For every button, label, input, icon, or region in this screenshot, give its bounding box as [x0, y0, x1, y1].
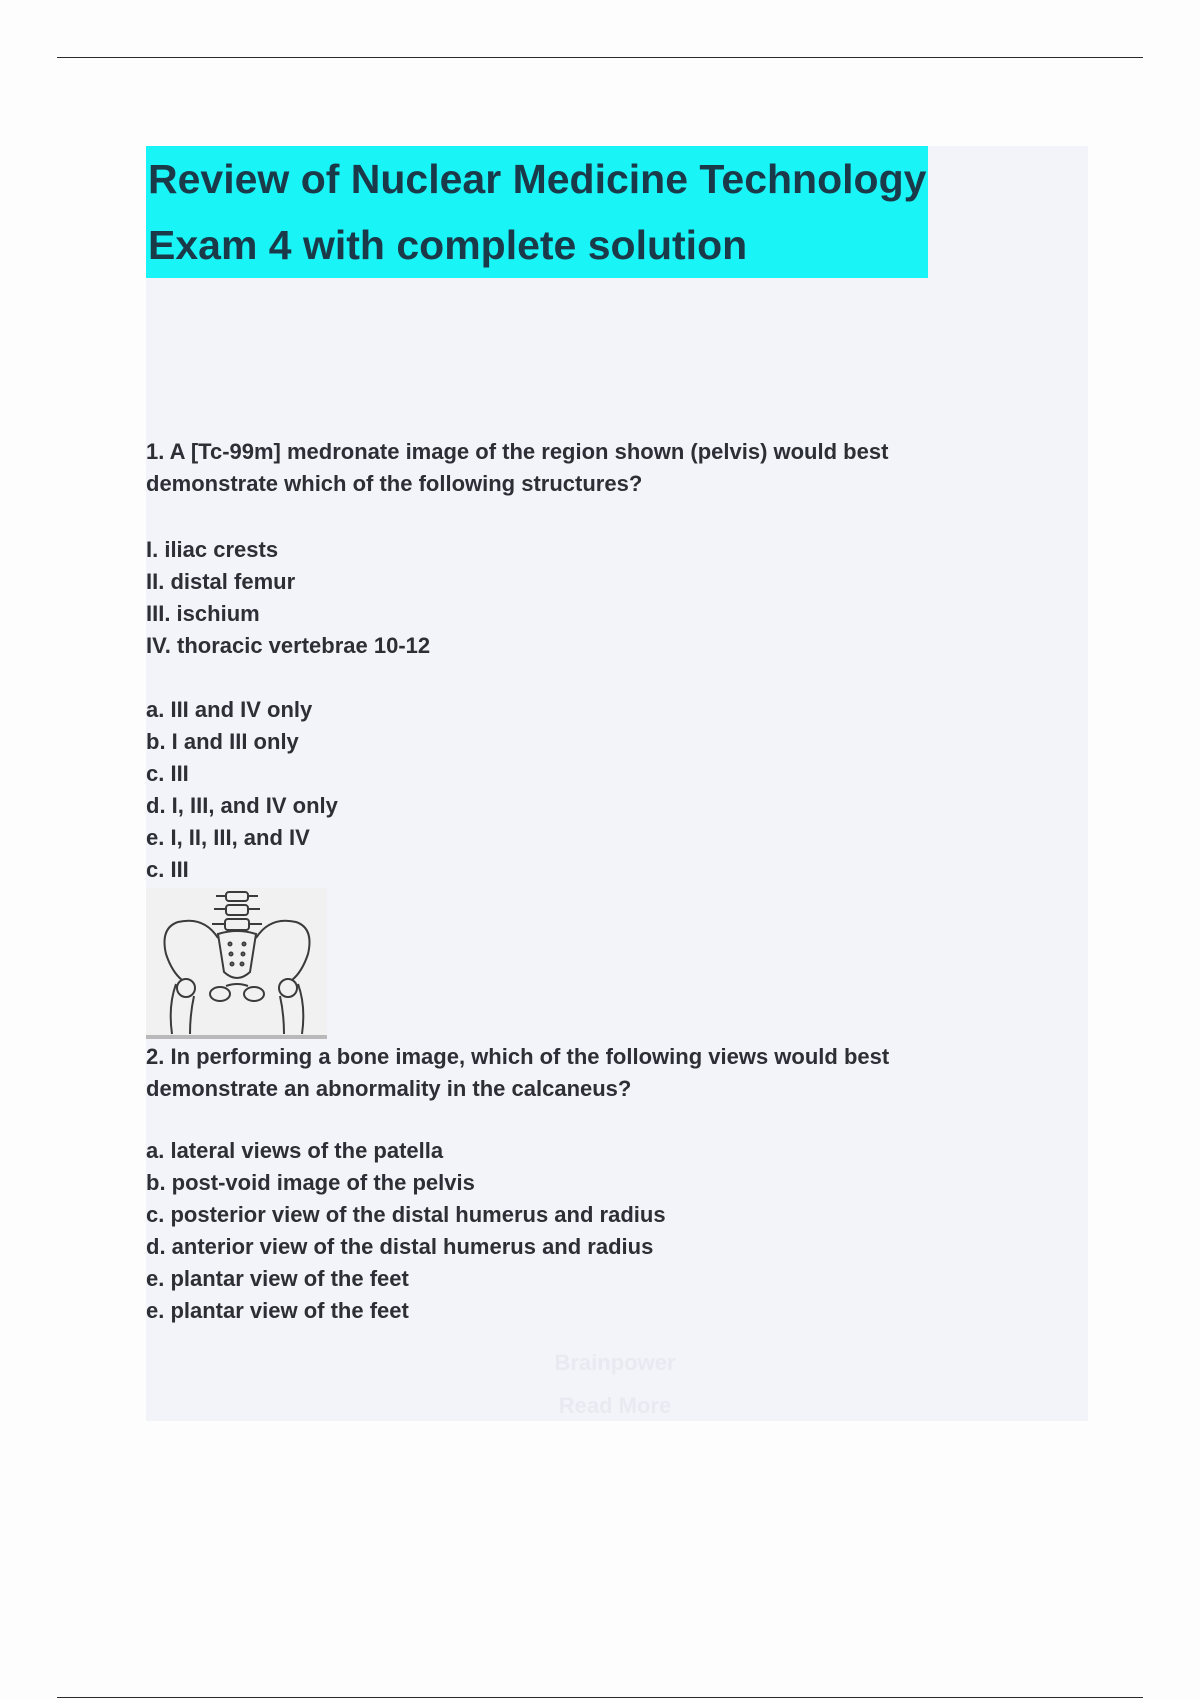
answer-option: d. anterior view of the distal humerus and radius [146, 1234, 654, 1259]
roman-item: IV. thoracic vertebrae 10-12 [146, 633, 431, 658]
answer-option: c. posterior view of the distal humerus and radius [146, 1202, 666, 1227]
question-1-options [146, 694, 338, 886]
title-line-2: Exam 4 with complete solution [146, 212, 928, 278]
roman-item: I. iliac crests [146, 537, 279, 562]
answer-option: e. I, II, III, and IV [146, 825, 310, 850]
answer-option: a. lateral views of the patella [146, 1138, 444, 1163]
faint-read-more-link[interactable]: Read More [558, 1393, 672, 1418]
top-rule [57, 57, 1143, 58]
question-2-prompt-line: 2. In performing a bone image, which of the following views would best [146, 1044, 890, 1069]
correct-answer: e. plantar view of the feet [146, 1298, 409, 1323]
question-2-prompt-line: demonstrate an abnormality in the calcaneus? [146, 1076, 632, 1101]
correct-answer: c. III [146, 857, 189, 882]
answer-option: a. III and IV only [146, 697, 313, 722]
bottom-rule [57, 1697, 1143, 1698]
question-2-options [146, 1135, 666, 1327]
roman-item: II. distal femur [146, 569, 296, 594]
pelvis-image [146, 888, 327, 1039]
pelvis-drawing [146, 888, 327, 1035]
document-title [146, 146, 928, 278]
answer-option: e. plantar view of the feet [146, 1266, 409, 1291]
question-1-prompt [146, 436, 888, 500]
roman-item: III. ischium [146, 601, 260, 626]
question-1-prompt-line: demonstrate which of the following structures? [146, 471, 643, 496]
answer-option: b. I and III only [146, 729, 299, 754]
question-2-prompt [146, 1041, 889, 1105]
question-1-prompt-line: 1. A [Tc-99m] medronate image of the region shown (pelvis) would best [146, 439, 889, 464]
answer-option: c. III [146, 761, 189, 786]
answer-option: d. I, III, and IV only [146, 793, 338, 818]
faint-brand-text: Brainpower [554, 1350, 676, 1375]
question-1-roman-list [146, 534, 430, 662]
title-line-1: Review of Nuclear Medicine Technology [146, 146, 928, 212]
answer-option: b. post-void image of the pelvis [146, 1170, 475, 1195]
